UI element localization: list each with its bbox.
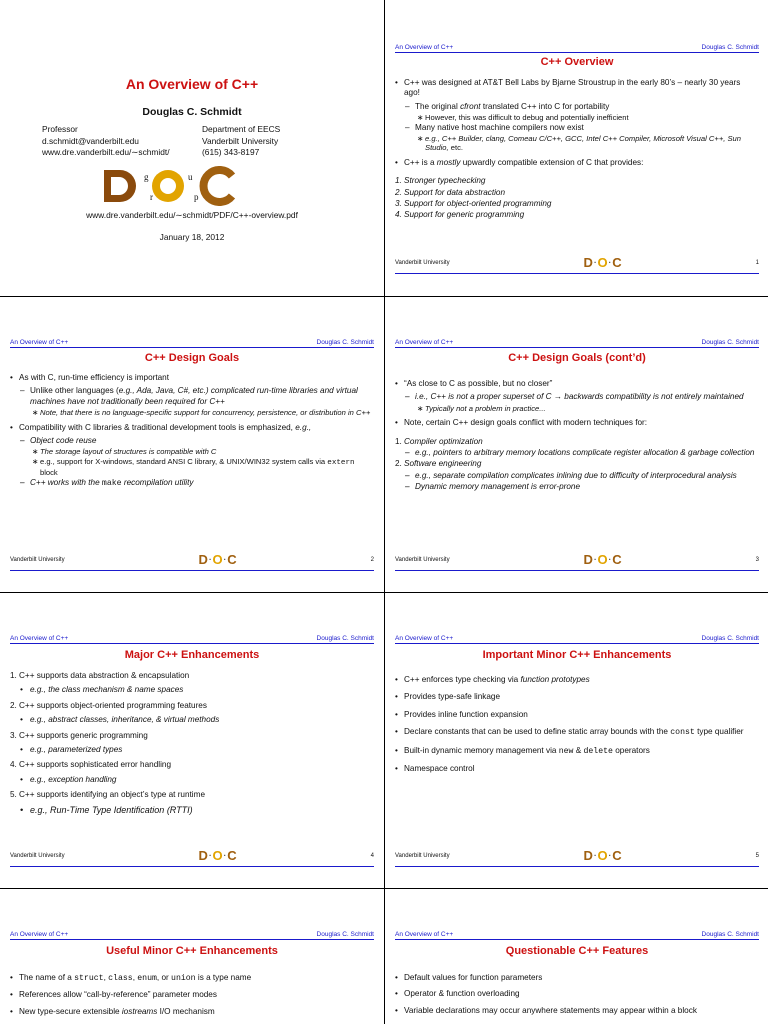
slide-footer: Vanderbilt University D · O · C 3 bbox=[395, 552, 759, 567]
svg-text:r: r bbox=[150, 192, 153, 202]
list-item: 2. C++ supports object-oriented programming features bbox=[10, 700, 207, 710]
slide-body: • As with C, run-time efficiency is important – Unlike other languages (e.g., Ada, Java, C#, etc.) complicated run-time libraries and virtual machines have not traditionally been required for C++ ∗ Note, that there is no language-specific support for concurrency, persistence, or distribution in C++ • Compatibility with C libraries & traditional development tools is emphasized, e.g., – Object code reuse ∗ The storage layout of structures is compatible with C ∗ e.g., support for X-windows, standard ANSI C library, & UNIX/WIN32 system calls via extern block – C++ works with the make recompilation utility bbox=[10, 373, 372, 490]
slide-title: Questionable C++ Features bbox=[505, 945, 649, 957]
slide-footer: Vanderbilt University D · O · C 5 bbox=[395, 848, 759, 863]
presentation-date: January 18, 2012 bbox=[159, 232, 225, 242]
slide-footer: Vanderbilt University D · O · C 2 bbox=[10, 552, 374, 567]
slide-important-minor-enhancements bbox=[385, 593, 768, 889]
slide-title: Important Minor C++ Enhancements bbox=[482, 649, 672, 661]
footer-rule bbox=[10, 866, 374, 867]
author-contact: Professor d.schmidt@vanderbilt.edu www.dre.vanderbilt.edu/∼schmidt/ bbox=[42, 124, 170, 157]
page-number: 4 bbox=[370, 852, 374, 859]
slide-title: C++ Design Goals (cont’d) bbox=[508, 352, 646, 364]
slide-design-goals bbox=[0, 297, 384, 593]
slide-header: An Overview of C++ Douglas C. Schmidt bbox=[395, 635, 759, 642]
slide-title: C++ Overview bbox=[540, 56, 614, 68]
header-rule bbox=[395, 347, 759, 348]
svg-text:u: u bbox=[188, 172, 193, 182]
slide-questionable-features bbox=[385, 889, 768, 1024]
doc-logo-icon: D · O · C bbox=[198, 848, 237, 863]
slide-body: 1. C++ supports data abstraction & encapsulation • e.g., the class mechanism & name spaces 2. C++ supports object-oriented programming features • e.g., abstract classes, inheritance, & virtual methods 3. C++ supports generic programming • e.g., parameterized types 4. C++ supports sophisticated error handling • e.g., exception handling 5. C++ supports identifying an object’s type at runtime • e.g., Run-Time Type Identification (RTTI) bbox=[10, 671, 372, 820]
slide-footer: Vanderbilt University D · O · C 1 bbox=[395, 255, 759, 270]
slide-title: C++ Design Goals bbox=[144, 352, 240, 364]
slide-header: An Overview of C++ Douglas C. Schmidt bbox=[10, 635, 374, 642]
slide-body: • C++ enforces type checking via function prototypes • Provides type-safe linkage • Provides inline function expansion • Declare constants that can be used to define static array bounds with the const type qualifier • Built-in dynamic memory management via new & delete operators • Namespace control bbox=[395, 675, 757, 777]
slide-body: • Default values for function parameters • Operator & function overloading • Variable declarations may occur anywhere statements may appear within a block bbox=[395, 973, 757, 1019]
slide-useful-minor-enhancements bbox=[0, 889, 384, 1024]
footer-rule bbox=[10, 570, 374, 571]
doc-logo-icon: D · O · C bbox=[583, 255, 622, 270]
list-item: 1. C++ supports data abstraction & encapsulation bbox=[10, 671, 190, 680]
slide-body: • C++ was designed at AT&T Bell Labs by Bjarne Stroustrup in the early 80’s – nearly 30 years ago! – The original cfront translated C++ into C for portability ∗ However, this was difficult to debug and potentially inefficient – Many native host machine compilers now exist ∗ e.g., C++ Builder, clang, Comeau C/C++, GCC, Intel C++ Compiler, Microsoft Visual C++, Sun Studio, etc. • C++ is a mostly upwardly compatible extension of C that provides: 1. Stronger typechecking 2. Support for data abstraction 3. Support for object-oriented programming 4. Support for generic programming bbox=[395, 78, 757, 222]
list-item: 5. C++ supports identifying an object’s type at runtime bbox=[10, 790, 205, 800]
title-slide bbox=[0, 0, 384, 296]
header-rule bbox=[395, 939, 759, 940]
header-rule bbox=[395, 643, 759, 644]
author-name: Douglas C. Schmidt bbox=[142, 106, 242, 118]
doc-logo-icon: D · O · C bbox=[583, 848, 622, 863]
page-number: 5 bbox=[755, 852, 759, 859]
slide-footer: Vanderbilt University D · O · C 4 bbox=[10, 848, 374, 863]
slide-major-enhancements bbox=[0, 593, 384, 889]
list-item: 3. C++ supports generic programming bbox=[10, 730, 148, 740]
slide-cpp-overview bbox=[385, 0, 768, 296]
slide-body: • The name of a struct, class, enum, or union is a type name • References allow “call-by-reference” parameter modes • New type-secure extensible iostreams I/O mechanism bbox=[10, 973, 372, 1020]
svg-text:p: p bbox=[194, 192, 199, 202]
header-rule bbox=[10, 939, 374, 940]
slide-header: An Overview of C++ Douglas C. Schmidt bbox=[395, 931, 759, 938]
svg-text:g: g bbox=[144, 172, 149, 182]
header-rule bbox=[395, 52, 759, 53]
slides-url: www.dre.vanderbilt.edu/∼schmidt/PDF/C++-overview.pdf bbox=[86, 210, 298, 220]
slide-header: An Overview of C++ Douglas C. Schmidt bbox=[395, 339, 759, 346]
slide-title: Major C++ Enhancements bbox=[124, 649, 260, 661]
page-number: 3 bbox=[755, 556, 759, 563]
slide-header: An Overview of C++ Douglas C. Schmidt bbox=[10, 931, 374, 938]
slide-header: An Overview of C++ Douglas C. Schmidt bbox=[10, 339, 374, 346]
slide-body: • “As close to C as possible, but no closer” – i.e., C++ is not a proper superset of C → backwards compatibility is not entirely maintained ∗ Typically not a problem in practice... • Note, certain C++ design goals conflict with modern techniques for: 1. Compiler optimization – e.g., pointers to arbitrary memory locations complicate register allocation & garbage collection 2. Software engineering – e.g., separate compilation complicates inlining due to difficulty of interprocedural analysis – Dynamic memory management is error-prone bbox=[395, 379, 757, 494]
slide-title: Useful Minor C++ Enhancements bbox=[106, 945, 278, 957]
doc-logo-icon: D · O · C bbox=[198, 552, 237, 567]
list-item: 4. C++ supports sophisticated error handling bbox=[10, 760, 172, 770]
page-number: 2 bbox=[370, 556, 374, 563]
footer-rule bbox=[395, 273, 759, 274]
doc-group-logo bbox=[100, 166, 236, 206]
footer-rule bbox=[395, 570, 759, 571]
presentation-title: An Overview of C++ bbox=[125, 76, 259, 92]
header-rule bbox=[10, 643, 374, 644]
slide-design-goals-cont bbox=[385, 297, 768, 593]
footer-rule bbox=[395, 866, 759, 867]
page-number: 1 bbox=[755, 259, 759, 266]
department-info: Department of EECS Vanderbilt University (615) 343-8197 bbox=[202, 124, 281, 157]
slide-header: An Overview of C++ Douglas C. Schmidt bbox=[395, 44, 759, 51]
header-rule bbox=[10, 347, 374, 348]
doc-logo-icon: D · O · C bbox=[583, 552, 622, 567]
